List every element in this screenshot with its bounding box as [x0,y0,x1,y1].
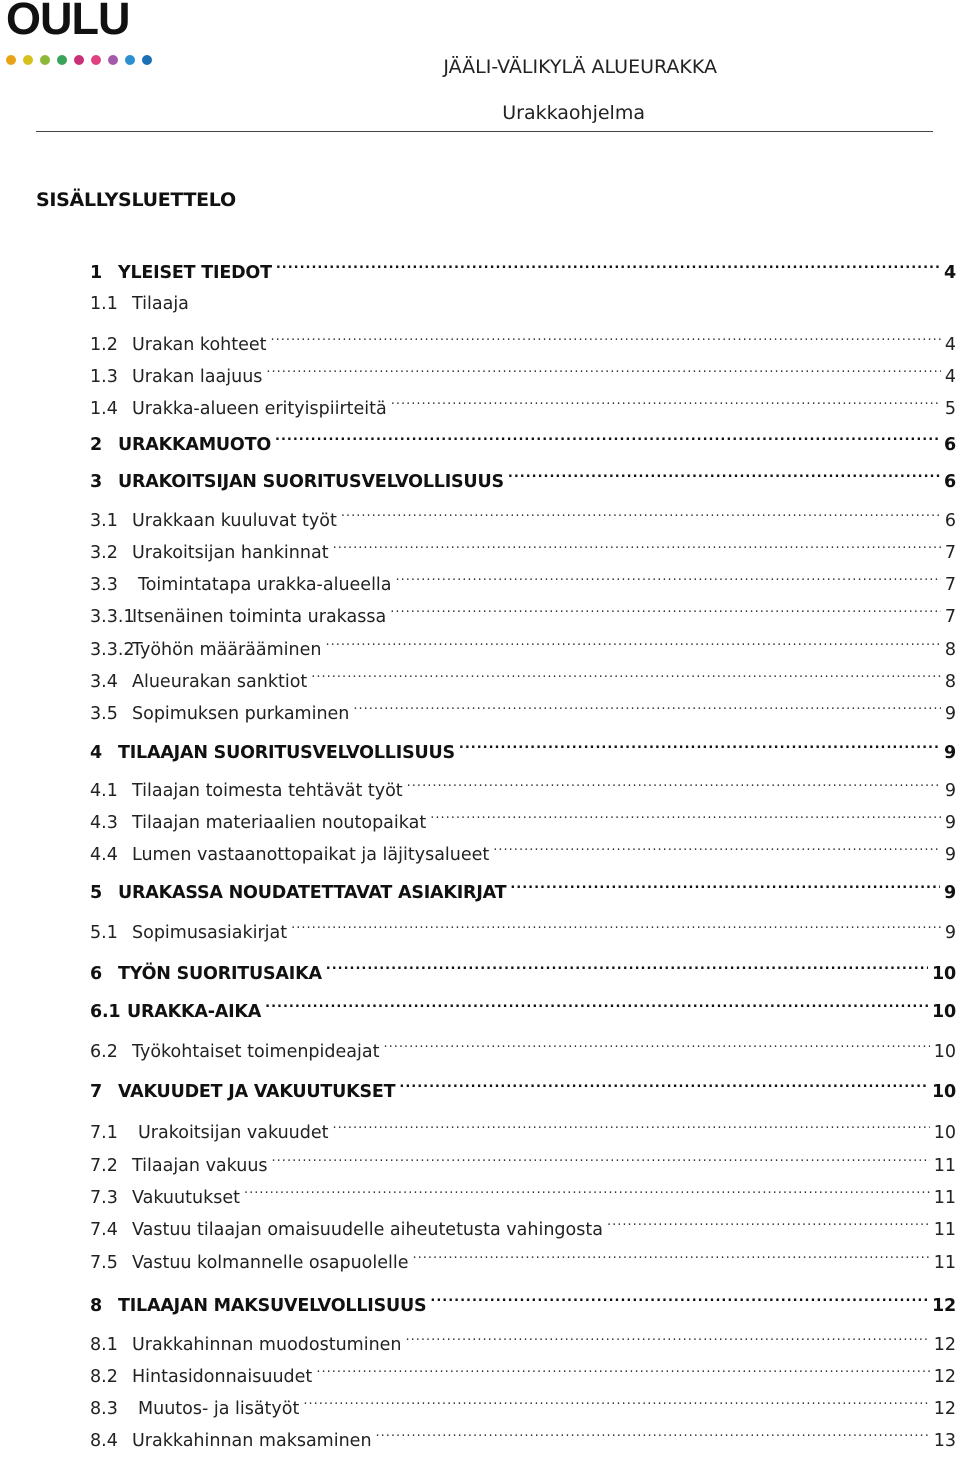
toc-dot-leader [407,768,941,796]
toc-entry-title: Tilaajan toimesta tehtävät työt [132,781,403,801]
toc-entry-number: 3.5 [90,704,118,724]
toc-entry[interactable] [90,1069,956,1102]
toc-entry-page: 9 [944,704,956,724]
logo-dot [142,55,152,65]
toc-entry[interactable] [90,910,956,943]
toc-entry-page: 9 [944,845,956,865]
toc-dot-leader [266,354,940,382]
toc-entry-title: URAKOITSIJAN SUORITUSVELVOLLISUUS [118,472,504,492]
logo-dot [57,55,67,65]
toc-entry[interactable] [90,322,956,355]
oulu-logo [6,0,156,72]
toc-dot-leader [430,800,941,828]
toc-heading: SISÄLLYSLUETTELO [36,189,236,211]
toc-entry[interactable] [90,1418,956,1451]
toc-entry-title: Urakkahinnan maksaminen [132,1431,372,1451]
toc-entry-title: Tilaajan vakuus [132,1156,268,1176]
toc-entry-page: 11 [933,1188,956,1208]
toc-entry-page: 6 [944,472,956,492]
toc-entry-title: Vastuu tilaajan omaisuudelle aiheutetusta vahingosta [132,1220,603,1240]
toc-dot-leader [413,1240,930,1268]
toc-entry[interactable] [90,459,956,492]
toc-entry[interactable] [90,1110,956,1143]
toc-entry-title: Itsenäinen toiminta urakassa [132,607,387,627]
toc-entry-title: YLEISET TIEDOT [118,263,272,283]
toc-dot-leader [311,659,941,687]
toc-entry-page: 6 [944,435,956,455]
toc-dot-leader [459,730,940,758]
toc-entry-number: 2 [90,435,102,455]
toc-entry[interactable] [90,951,956,984]
toc-dot-leader [275,422,940,450]
toc-entry-page: 4 [944,367,956,387]
toc-entry-title: TILAAJAN MAKSUVELVOLLISUUS [118,1296,427,1316]
logo-dot [91,55,101,65]
toc-entry[interactable] [90,768,956,801]
toc-entry-page: 12 [932,1296,956,1316]
toc-dot-leader [303,1386,929,1414]
toc-dot-leader [271,322,941,350]
toc-entry-title: VAKUUDET JA VAKUUTUKSET [118,1082,396,1102]
toc-entry-title: Urakoitsijan vakuudet [138,1123,329,1143]
toc-entry-page: 8 [944,640,956,660]
toc-entry-page: 6 [944,511,956,531]
logo-dot [108,55,118,65]
toc-entry-number: 8.1 [90,1335,118,1355]
toc-entry[interactable] [90,530,956,563]
toc-dot-leader [326,951,928,979]
toc-entry-page: 9 [944,743,956,763]
toc-entry-title: URAKASSA NOUDATETTAVAT ASIAKIRJAT [118,883,507,903]
toc-entry[interactable] [90,1283,956,1316]
logo-wordmark: OULU [6,0,130,44]
toc-entry-number: 8.2 [90,1367,118,1387]
toc-entry-page: 11 [933,1156,956,1176]
toc-entry-page: 13 [933,1431,956,1451]
toc-entry-title: Muutos- ja lisätyöt [138,1399,300,1419]
toc-entry-title: Toimintatapa urakka-alueella [138,575,392,595]
toc-entry-title: Urakkahinnan muodostuminen [132,1335,402,1355]
toc-entry[interactable] [90,386,956,419]
toc-dot-leader [333,530,941,558]
toc-entry[interactable] [90,1143,956,1176]
toc-entry[interactable] [90,691,956,724]
toc-entry-page: 9 [944,923,956,943]
toc-entry-title: Tilaaja [132,294,189,314]
toc-entry-page: 5 [944,399,956,419]
toc-entry-number: 6.2 [90,1042,118,1062]
toc-entry-page: 12 [933,1335,956,1355]
toc-dot-leader [430,1283,928,1311]
toc-entry-page: 9 [944,883,956,903]
toc-entry-page: 9 [944,781,956,801]
toc-entry-page: 10 [933,1042,956,1062]
toc-dot-leader [265,989,928,1017]
toc-entry-number: 7.4 [90,1220,118,1240]
logo-dot [40,55,50,65]
toc-entry-title: Työhön määrääminen [132,640,322,660]
toc-entry-page: 7 [944,575,956,595]
toc-dot-leader [399,1069,928,1097]
toc-entry-number: 8.3 [90,1399,118,1419]
toc-entry-page: 4 [944,263,956,283]
toc-entry-title: Sopimusasiakirjat [132,923,288,943]
toc-entry-page: 11 [933,1253,956,1273]
toc-entry-page: 10 [933,1123,956,1143]
toc-entry[interactable] [90,1175,956,1208]
toc-entry-title: Työkohtaiset toimenpideajat [132,1042,380,1062]
toc-dot-leader [376,1418,930,1446]
toc-entry[interactable] [90,800,956,833]
logo-dot [125,55,135,65]
toc-entry-title: Hintasidonnaisuudet [132,1367,313,1387]
toc-entry-title: URAKKA-AIKA [127,1002,262,1022]
toc-entry[interactable] [90,659,956,692]
toc-entry[interactable] [90,562,956,595]
toc-entry-title: Vakuutukset [132,1188,240,1208]
toc-entry-number: 8.4 [90,1431,118,1451]
toc-entry-page: 4 [944,335,956,355]
logo-dot [74,55,84,65]
toc-dot-leader [244,1175,930,1203]
toc-dot-leader [383,1029,929,1057]
toc-entry-page: 11 [933,1220,956,1240]
toc-dot-leader [276,250,940,278]
toc-entry[interactable] [90,1240,956,1273]
toc-entry[interactable] [90,1029,956,1062]
toc-dot-leader [291,910,941,938]
toc-dot-leader [396,562,941,590]
toc-entry-page: 12 [933,1399,956,1419]
toc-entry-page: 7 [944,607,956,627]
toc-entry-number: 7.1 [90,1123,118,1143]
document-header-title: JÄÄLI-VÄLIKYLÄ ALUEURAKKA [443,56,717,78]
toc-entry-number: 7 [90,1082,102,1102]
toc-entry[interactable] [90,498,956,531]
toc-entry-title: Lumen vastaanottopaikat ja läjitysalueet [132,845,490,865]
toc-entry[interactable] [90,354,956,387]
toc-entry-title: Urakan laajuus [132,367,263,387]
toc-entry[interactable] [90,627,956,660]
toc-entry-number: 4.1 [90,781,118,801]
toc-entry-number: 1.3 [90,367,118,387]
toc-entry-title: Urakoitsijan hankinnat [132,543,329,563]
toc-entry-number: 1.2 [90,335,118,355]
toc-entry-number: 3.3.1 [90,607,135,627]
toc-entry[interactable] [90,250,956,283]
toc-entry-title: Sopimuksen purkaminen [132,704,350,724]
toc-dot-leader [391,386,941,414]
toc-entry-number: 6 [90,964,102,984]
toc-entry[interactable] [90,1322,956,1355]
toc-dot-leader [353,691,940,719]
toc-entry-number: 4.4 [90,845,118,865]
toc-entry-title: Urakka-alueen erityispiirteitä [132,399,387,419]
toc-entry-page: 7 [944,543,956,563]
toc-dot-leader [406,1322,930,1350]
toc-dot-leader [316,1354,929,1382]
toc-dot-leader [341,498,941,526]
toc-entry-page: 10 [932,964,956,984]
toc-entry-page: 8 [944,672,956,692]
logo-dot [23,55,33,65]
toc-entry[interactable] [90,832,956,865]
toc-entry[interactable] [90,730,956,763]
toc-dot-leader [272,1143,930,1171]
toc-entry[interactable] [90,989,956,1022]
toc-entry[interactable] [90,594,956,627]
toc-entry[interactable] [90,870,956,903]
toc-entry-title: TILAAJAN SUORITUSVELVOLLISUUS [118,743,455,763]
document-header-subtitle: Urakkaohjelma [502,102,645,124]
toc-entry-number: 5 [90,883,102,903]
toc-entry-number: 5.1 [90,923,118,943]
toc-entry-number: 7.2 [90,1156,118,1176]
toc-entry-number: 1.4 [90,399,118,419]
toc-entry-number: 7.3 [90,1188,118,1208]
toc-entry-number: 4 [90,743,102,763]
toc-entry-number: 3.4 [90,672,118,692]
toc-entry-page: 10 [932,1082,956,1102]
toc-entry[interactable] [90,422,956,455]
toc-entry-title: Urakan kohteet [132,335,267,355]
toc-entry-number: 4.3 [90,813,118,833]
toc-dot-leader [332,1110,929,1138]
toc-entry[interactable] [90,1207,956,1240]
toc-entry-number: 3 [90,472,102,492]
toc-entry-title: Alueurakan sanktiot [132,672,308,692]
toc-entry-number: 3.1 [90,511,118,531]
toc-dot-leader [325,627,940,655]
toc-entry-number: 3.2 [90,543,118,563]
toc-entry-number: 3.3 [90,575,118,595]
toc-entry-number: 1 [90,263,102,283]
toc-entry-title: TYÖN SUORITUSAIKA [118,964,322,984]
toc-entry-number: 3.3.2 [90,640,135,660]
toc-entry[interactable] [90,1354,956,1387]
toc-dot-leader [510,870,940,898]
toc-entry-title: Urakkaan kuuluvat työt [132,511,337,531]
toc-entry-number: 7.5 [90,1253,118,1273]
toc-dot-leader [493,832,941,860]
toc-entry-title: URAKKAMUOTO [118,435,272,455]
logo-dot [6,55,16,65]
toc-entry-page: 10 [932,1002,956,1022]
toc-entry-page: 12 [933,1367,956,1387]
toc-dot-leader [607,1207,930,1235]
toc-entry-number: 8 [90,1296,102,1316]
toc-entry-title: Vastuu kolmannelle osapuolelle [132,1253,409,1273]
header-divider [36,131,933,132]
toc-entry[interactable] [90,1386,956,1419]
toc-entry-number: 6.1 [90,1002,121,1022]
toc-entry[interactable] [90,290,956,318]
toc-dot-leader [508,459,940,487]
toc-entry-title: Tilaajan materiaalien noutopaikat [132,813,427,833]
toc-entry-number: 1.1 [90,294,118,314]
toc-entry-page: 9 [944,813,956,833]
toc-dot-leader [390,594,941,622]
